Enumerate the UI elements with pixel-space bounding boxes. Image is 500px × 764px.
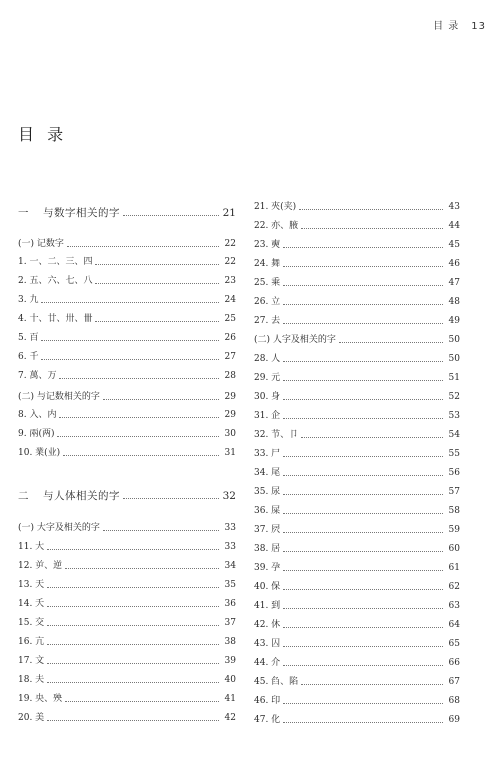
toc-entry-label: 2. 五、六、七、八 bbox=[18, 276, 93, 286]
toc-page-number: 62 bbox=[448, 582, 460, 592]
toc-section-number: 二 bbox=[18, 490, 29, 502]
toc-entry-label: 34. 尾 bbox=[254, 468, 281, 478]
toc-leader-dots bbox=[47, 606, 219, 607]
toc-entry-label: (一) 大字及相关的字 bbox=[18, 523, 100, 533]
toc-entry[interactable] bbox=[254, 389, 460, 403]
toc-entry[interactable] bbox=[18, 330, 236, 344]
toc-entry[interactable] bbox=[18, 634, 236, 648]
toc-entry[interactable] bbox=[254, 712, 460, 726]
toc-subsection-entry[interactable] bbox=[18, 389, 236, 403]
toc-entry[interactable] bbox=[254, 579, 460, 593]
toc-leader-dots bbox=[103, 399, 219, 400]
toc-entry-label: 38. 居 bbox=[254, 544, 281, 554]
toc-leader-dots bbox=[283, 418, 443, 419]
toc-leader-dots bbox=[283, 361, 443, 362]
toc-entry-label: 47. 化 bbox=[254, 715, 281, 725]
toc-page-number: 38 bbox=[224, 637, 236, 647]
toc-entry-label: 32. 节、卩 bbox=[254, 430, 299, 440]
toc-entry-label: 43. 囚 bbox=[254, 639, 281, 649]
running-header-page-number: 13 bbox=[471, 21, 486, 32]
toc-leader-dots bbox=[59, 417, 219, 418]
toc-leader-dots bbox=[57, 436, 219, 437]
toc-entry[interactable] bbox=[18, 254, 236, 268]
toc-page-number: 54 bbox=[448, 430, 460, 440]
toc-leader-dots bbox=[283, 323, 443, 324]
toc-entry[interactable] bbox=[254, 674, 460, 688]
toc-section-label bbox=[18, 491, 120, 502]
running-header bbox=[433, 17, 486, 32]
toc-entry[interactable] bbox=[254, 655, 460, 669]
toc-entry-label: 23. 奭 bbox=[254, 240, 281, 250]
toc-leader-dots bbox=[339, 342, 443, 343]
toc-entry-label: 7. 萬、万 bbox=[18, 371, 57, 381]
toc-entry-label: 28. 人 bbox=[254, 354, 281, 364]
toc-entry[interactable] bbox=[18, 426, 236, 440]
toc-entry[interactable] bbox=[18, 577, 236, 591]
toc-entry-label: 4. 十、廿、卅、卌 bbox=[18, 314, 93, 324]
toc-leader-dots bbox=[123, 215, 219, 216]
toc-page-number: 26 bbox=[224, 333, 236, 343]
toc-entry-label: 42. 休 bbox=[254, 620, 281, 630]
toc-entry[interactable] bbox=[254, 693, 460, 707]
toc-page-number: 49 bbox=[448, 316, 460, 326]
toc-subsection-entry[interactable] bbox=[18, 236, 236, 250]
toc-entry[interactable] bbox=[254, 503, 460, 517]
toc-page-number: 39 bbox=[224, 656, 236, 666]
toc-page-number: 32 bbox=[222, 490, 236, 502]
toc-leader-dots bbox=[95, 321, 219, 322]
toc-entry-label: 13. 天 bbox=[18, 580, 45, 590]
toc-page-number: 27 bbox=[224, 352, 236, 362]
toc-page-number: 35 bbox=[224, 580, 236, 590]
toc-entry[interactable] bbox=[254, 636, 460, 650]
toc-entry-label: 16. 亢 bbox=[18, 637, 45, 647]
toc-page-number: 64 bbox=[448, 620, 460, 630]
toc-page-number: 55 bbox=[448, 449, 460, 459]
toc-leader-dots bbox=[123, 498, 219, 499]
toc-entry[interactable] bbox=[254, 199, 460, 213]
toc-leader-dots bbox=[283, 570, 443, 571]
toc-page-number: 56 bbox=[448, 468, 460, 478]
toc-entry[interactable] bbox=[18, 407, 236, 421]
toc-entry-label: (一) 记数字 bbox=[18, 239, 64, 249]
toc-leader-dots bbox=[283, 304, 443, 305]
toc-leader-dots bbox=[67, 246, 219, 247]
toc-page-number: 50 bbox=[448, 354, 460, 364]
toc-page-number: 61 bbox=[448, 563, 460, 573]
toc-entry-label: 25. 乘 bbox=[254, 278, 281, 288]
toc-leader-dots bbox=[63, 455, 219, 456]
toc-entry-label: 15. 交 bbox=[18, 618, 45, 628]
toc-page-number: 45 bbox=[448, 240, 460, 250]
toc-leader-dots bbox=[283, 551, 443, 552]
toc-entry[interactable] bbox=[254, 313, 460, 327]
toc-entry-label: 27. 去 bbox=[254, 316, 281, 326]
toc-section-label bbox=[18, 208, 120, 219]
toc-leader-dots bbox=[283, 247, 443, 248]
toc-entry[interactable] bbox=[254, 275, 460, 289]
toc-entry[interactable] bbox=[254, 465, 460, 479]
toc-entry-label: 14. 夭 bbox=[18, 599, 45, 609]
toc-leader-dots bbox=[47, 720, 219, 721]
toc-entry-label: 45. 臽、陷 bbox=[254, 677, 299, 687]
toc-entry[interactable] bbox=[254, 522, 460, 536]
toc-page-number: 31 bbox=[224, 448, 236, 458]
toc-entry-label: 36. 屎 bbox=[254, 506, 281, 516]
toc-entry-label: 19. 央、殃 bbox=[18, 694, 63, 704]
toc-page-number: 37 bbox=[224, 618, 236, 628]
toc-page-number: 23 bbox=[224, 276, 236, 286]
toc-leader-dots bbox=[283, 722, 443, 723]
toc-entry-label: 11. 大 bbox=[18, 542, 45, 552]
toc-page-number: 47 bbox=[448, 278, 460, 288]
toc-page-number: 28 bbox=[224, 371, 236, 381]
toc-section-title: 与人体相关的字 bbox=[43, 490, 120, 502]
toc-leader-dots bbox=[283, 475, 443, 476]
toc-entry[interactable] bbox=[254, 560, 460, 574]
toc-entry-label: 9. 兩(两) bbox=[18, 429, 55, 439]
toc-leader-dots bbox=[47, 644, 219, 645]
toc-leader-dots bbox=[299, 209, 443, 210]
toc-entry[interactable] bbox=[18, 596, 236, 610]
toc-entry-label: 24. 舞 bbox=[254, 259, 281, 269]
toc-leader-dots bbox=[47, 682, 219, 683]
toc-page-number: 24 bbox=[224, 295, 236, 305]
toc-leader-dots bbox=[283, 513, 443, 514]
toc-page-number: 21 bbox=[222, 207, 236, 219]
toc-entry-label: 10. 業(业) bbox=[18, 448, 61, 458]
toc-leader-dots bbox=[283, 456, 443, 457]
toc-leader-dots bbox=[65, 701, 219, 702]
toc-page-number: 33 bbox=[224, 542, 236, 552]
toc-section-number: 一 bbox=[18, 207, 29, 219]
toc-leader-dots bbox=[41, 302, 219, 303]
toc-page-number: 63 bbox=[448, 601, 460, 611]
toc-entry-label: 20. 美 bbox=[18, 713, 45, 723]
toc-page-number: 41 bbox=[224, 694, 236, 704]
toc-leader-dots bbox=[47, 549, 219, 550]
toc-entry-label: 6. 千 bbox=[18, 352, 39, 362]
toc-leader-dots bbox=[47, 663, 219, 664]
toc-leader-dots bbox=[283, 285, 443, 286]
toc-entry-label: (二) 人字及相关的字 bbox=[254, 335, 336, 345]
toc-leader-dots bbox=[95, 264, 219, 265]
toc-leader-dots bbox=[59, 378, 219, 379]
toc-leader-dots bbox=[301, 228, 443, 229]
toc-entry[interactable] bbox=[254, 294, 460, 308]
toc-entry-label: 3. 九 bbox=[18, 295, 39, 305]
toc-entry-label: 18. 夫 bbox=[18, 675, 45, 685]
toc-entry-label: 30. 身 bbox=[254, 392, 281, 402]
toc-page-number: 22 bbox=[224, 239, 236, 249]
toc-entry-label: 1. 一、二、三、四 bbox=[18, 257, 93, 267]
toc-leader-dots bbox=[47, 625, 219, 626]
toc-page-number: 46 bbox=[448, 259, 460, 269]
toc-entry[interactable] bbox=[254, 541, 460, 555]
toc-entry[interactable] bbox=[254, 427, 460, 441]
toc-entry[interactable] bbox=[254, 370, 460, 384]
toc-leader-dots bbox=[41, 340, 219, 341]
toc-entry-label: 41. 到 bbox=[254, 601, 281, 611]
toc-page-number: 50 bbox=[448, 335, 460, 345]
toc-page-number: 34 bbox=[224, 561, 236, 571]
toc-page-number: 29 bbox=[224, 392, 236, 402]
toc-entry-label: 22. 亦、腋 bbox=[254, 221, 299, 231]
toc-entry-label: 5. 百 bbox=[18, 333, 39, 343]
toc-entry-label: 26. 立 bbox=[254, 297, 281, 307]
toc-leader-dots bbox=[283, 399, 443, 400]
toc-section-title: 与数字相关的字 bbox=[43, 207, 120, 219]
toc-page-number: 36 bbox=[224, 599, 236, 609]
toc-entry[interactable] bbox=[18, 311, 236, 325]
toc-entry[interactable] bbox=[18, 445, 236, 459]
toc-section-entry[interactable] bbox=[18, 203, 236, 219]
toc-page-number: 65 bbox=[448, 639, 460, 649]
toc-page-number: 33 bbox=[224, 523, 236, 533]
toc-leader-dots bbox=[301, 437, 443, 438]
toc-page-number: 67 bbox=[448, 677, 460, 687]
toc-entry[interactable] bbox=[18, 368, 236, 382]
toc-page-number: 57 bbox=[448, 487, 460, 497]
toc-leader-dots bbox=[283, 266, 443, 267]
toc-entry[interactable] bbox=[254, 256, 460, 270]
toc-entry[interactable] bbox=[254, 237, 460, 251]
toc-page-number: 22 bbox=[224, 257, 236, 267]
toc-entry[interactable] bbox=[254, 484, 460, 498]
toc-leader-dots bbox=[283, 665, 443, 666]
toc-entry[interactable] bbox=[254, 218, 460, 232]
toc-leader-dots bbox=[283, 532, 443, 533]
toc-entry-label: 29. 元 bbox=[254, 373, 281, 383]
toc-page-number: 53 bbox=[448, 411, 460, 421]
toc-page-number: 40 bbox=[224, 675, 236, 685]
toc-leader-dots bbox=[283, 380, 443, 381]
toc-leader-dots bbox=[103, 530, 219, 531]
toc-page-number: 29 bbox=[224, 410, 236, 420]
toc-entry[interactable] bbox=[18, 539, 236, 553]
toc-entry[interactable] bbox=[18, 558, 236, 572]
toc-page-number: 42 bbox=[224, 713, 236, 723]
toc-page-number: 25 bbox=[224, 314, 236, 324]
toc-leader-dots bbox=[283, 646, 443, 647]
toc-subsection-entry[interactable] bbox=[18, 520, 236, 534]
toc-entry[interactable] bbox=[254, 351, 460, 365]
toc-page-number: 60 bbox=[448, 544, 460, 554]
toc-entry[interactable] bbox=[18, 691, 236, 705]
toc-entry-label: 8. 入、内 bbox=[18, 410, 57, 420]
toc-page-number: 68 bbox=[448, 696, 460, 706]
toc-leader-dots bbox=[283, 494, 443, 495]
toc-leader-dots bbox=[283, 589, 443, 590]
toc-entry[interactable] bbox=[18, 349, 236, 363]
toc-entry[interactable] bbox=[18, 615, 236, 629]
toc-leader-dots bbox=[283, 627, 443, 628]
toc-page-number: 59 bbox=[448, 525, 460, 535]
toc-leader-dots bbox=[301, 684, 443, 685]
toc-entry-label: 39. 孕 bbox=[254, 563, 281, 573]
toc-leader-dots bbox=[41, 359, 219, 360]
toc-entry-label: 44. 介 bbox=[254, 658, 281, 668]
toc-entry-label: (二) 与记数相关的字 bbox=[18, 392, 100, 402]
toc-entry-label: 33. 尸 bbox=[254, 449, 281, 459]
toc-page-number: 48 bbox=[448, 297, 460, 307]
toc-entry[interactable] bbox=[18, 710, 236, 724]
toc-page-number: 52 bbox=[448, 392, 460, 402]
toc-entry-label: 35. 尿 bbox=[254, 487, 281, 497]
toc-entry-label: 12. 屰、逆 bbox=[18, 561, 63, 571]
toc-page-number: 30 bbox=[224, 429, 236, 439]
toc-entry-label: 31. 企 bbox=[254, 411, 281, 421]
toc-page-number: 69 bbox=[448, 715, 460, 725]
toc-entry-label: 40. 保 bbox=[254, 582, 281, 592]
toc-entry[interactable] bbox=[18, 672, 236, 686]
toc-page-number: 66 bbox=[448, 658, 460, 668]
running-header-section: 目 录 bbox=[433, 21, 460, 32]
toc-page-number: 51 bbox=[448, 373, 460, 383]
toc-entry[interactable] bbox=[254, 408, 460, 422]
toc-page-number: 43 bbox=[448, 202, 460, 212]
toc-page-number: 58 bbox=[448, 506, 460, 516]
toc-leader-dots bbox=[283, 703, 443, 704]
toc-leader-dots bbox=[95, 283, 219, 284]
toc-entry[interactable] bbox=[254, 617, 460, 631]
toc-entry-label: 17. 文 bbox=[18, 656, 45, 666]
toc-entry-label: 46. 印 bbox=[254, 696, 281, 706]
toc-page-number: 44 bbox=[448, 221, 460, 231]
toc-entry-label: 21. 夾(夹) bbox=[254, 202, 297, 212]
toc-entry[interactable] bbox=[254, 598, 460, 612]
page-title: 目 录 bbox=[18, 125, 68, 144]
toc-leader-dots bbox=[283, 608, 443, 609]
toc-entry[interactable] bbox=[18, 273, 236, 287]
toc-leader-dots bbox=[47, 587, 219, 588]
toc-entry[interactable] bbox=[254, 446, 460, 460]
toc-entry-label: 37. 屄 bbox=[254, 525, 281, 535]
toc-section-entry[interactable] bbox=[18, 486, 236, 502]
toc-entry[interactable] bbox=[18, 653, 236, 667]
toc-subsection-entry[interactable] bbox=[254, 332, 460, 346]
toc-leader-dots bbox=[65, 568, 219, 569]
toc-entry[interactable] bbox=[18, 292, 236, 306]
